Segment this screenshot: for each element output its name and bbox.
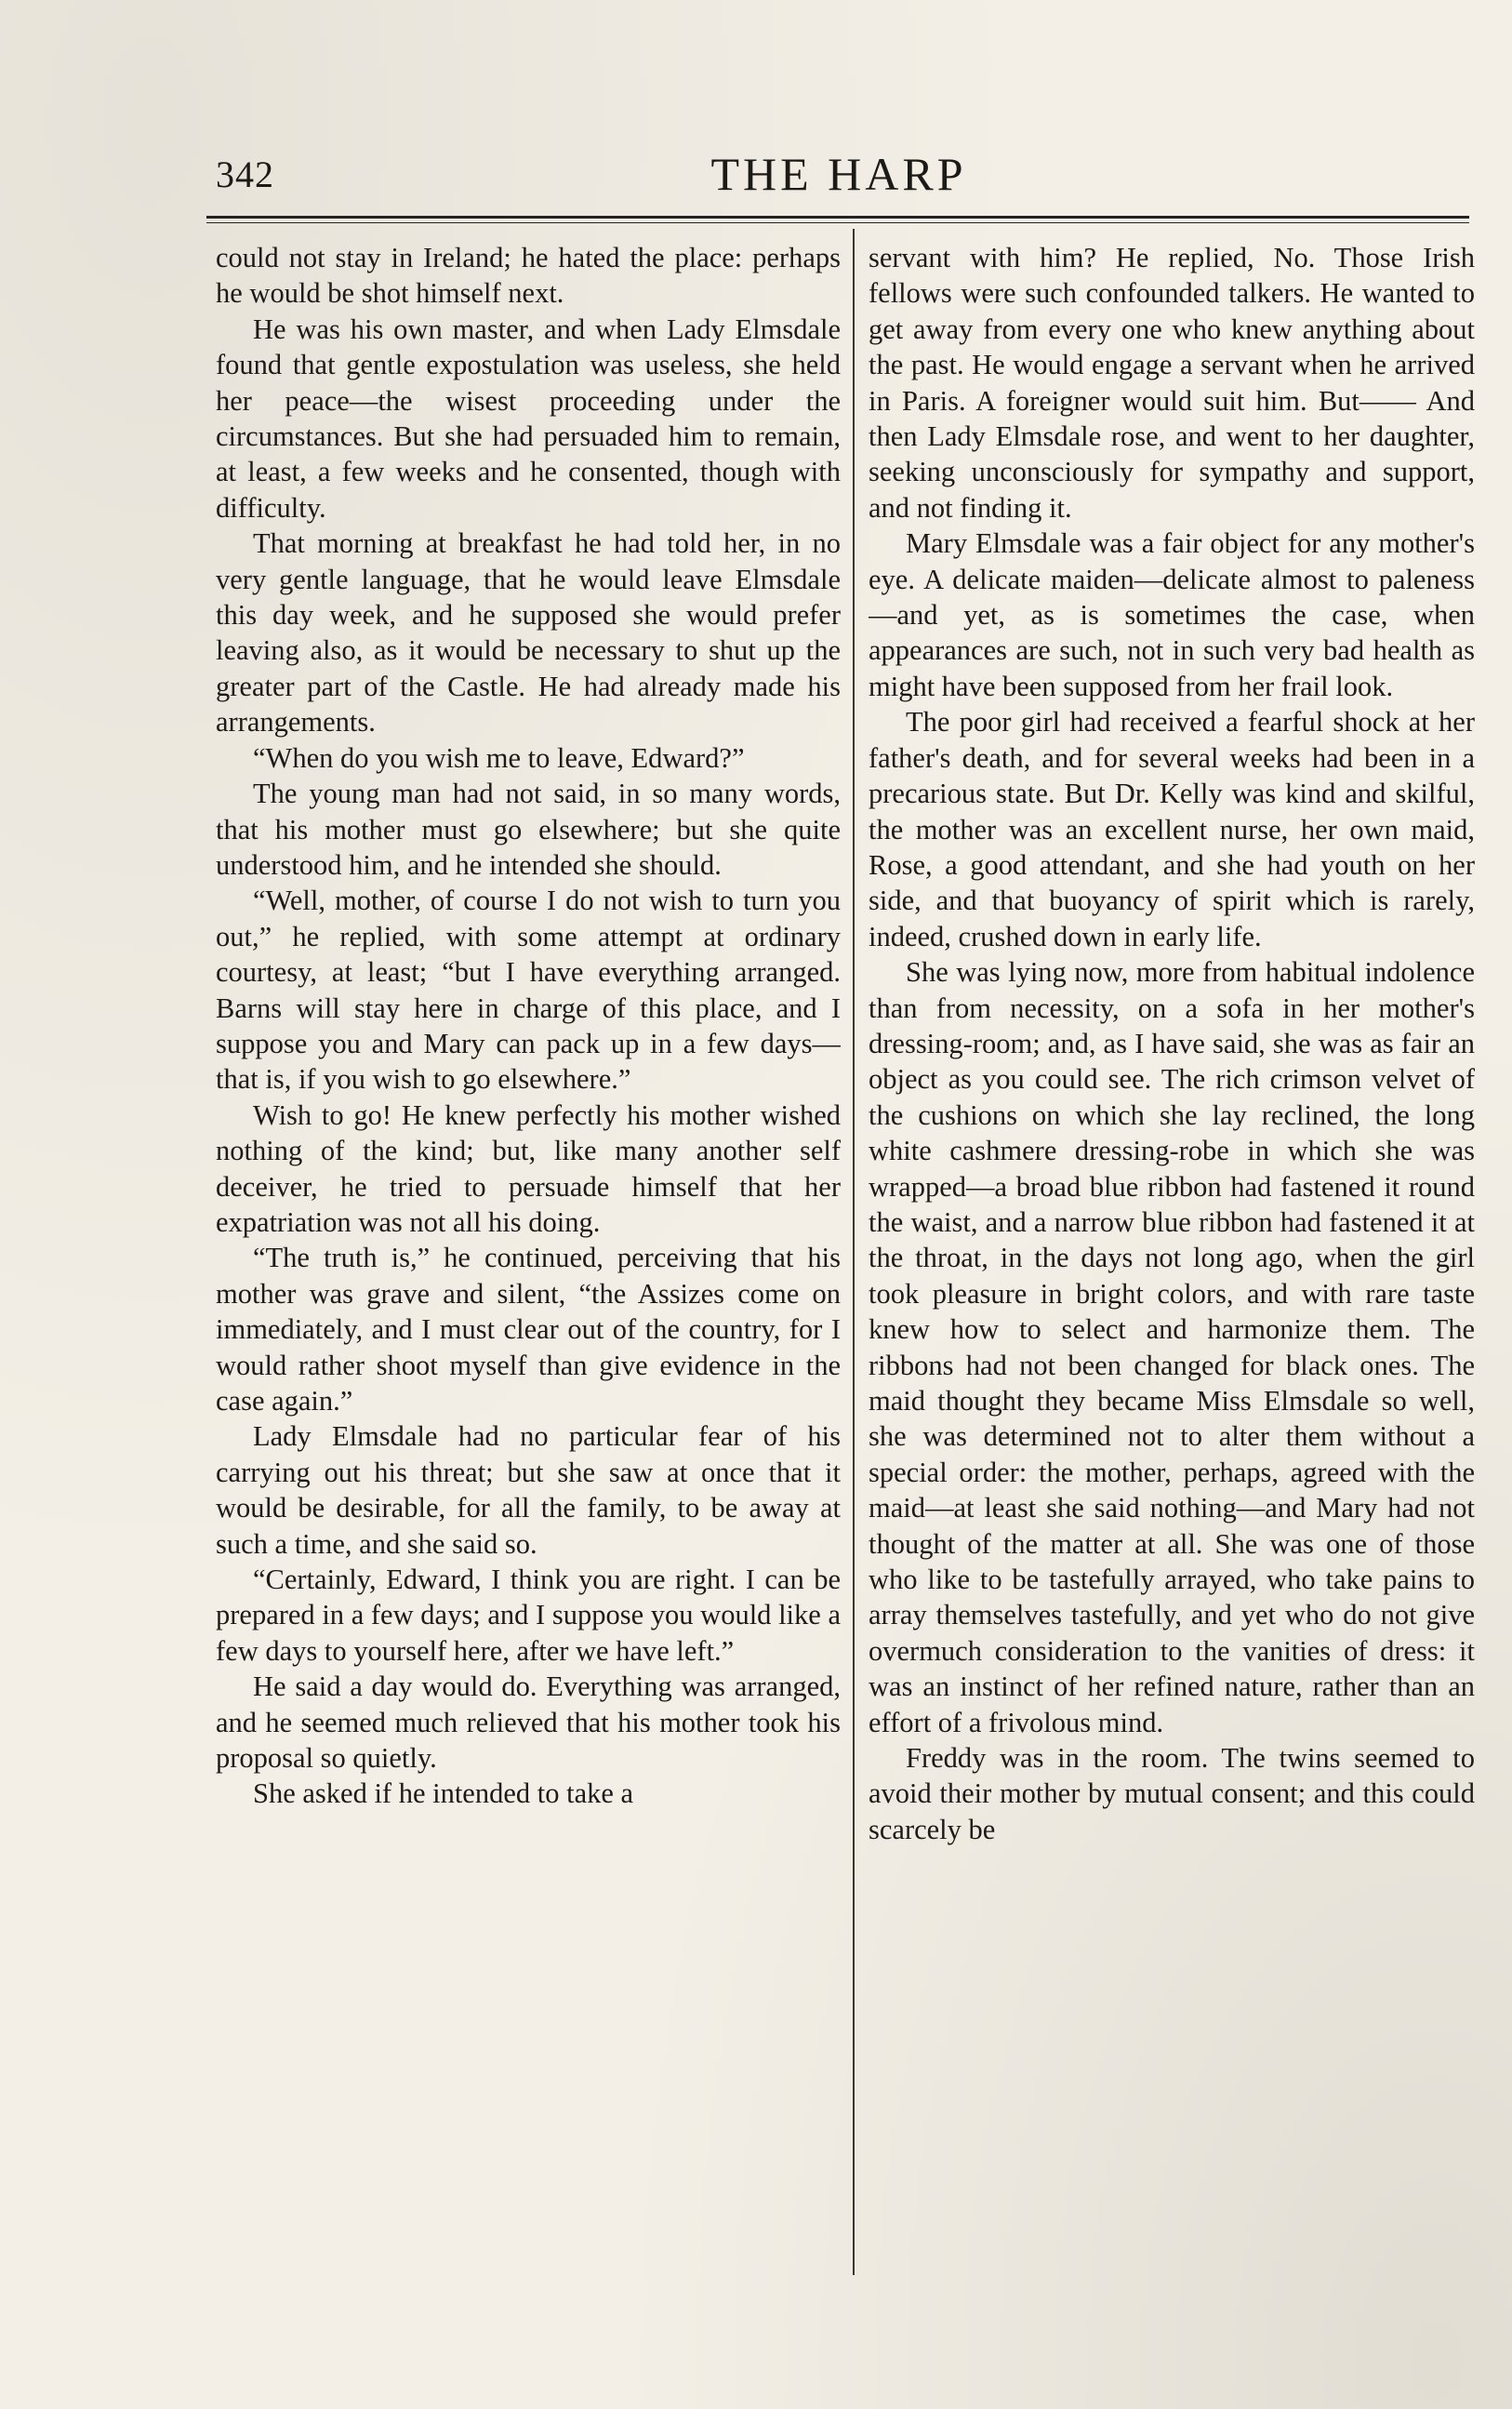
paragraph: He was his own master, and when Lady Elmsdale found that gentle expostulation was useless, she held her peace—the wisest proceeding under the circumstances. But she had persuaded him to remain, at least, a few weeks and he consented, though with difficulty. xyxy=(216,313,841,524)
paragraph: He said a day would do. Everything was arranged, and he seemed much relieved that his mother took his proposal so quietly. xyxy=(216,1670,841,1775)
paragraph: The poor girl had received a fearful shock at her father's death, and for several weeks had been in a precarious state. But Dr. Kelly was kind and skilful, the mother was an excellent nurse, her own maid, Rose, a good attendant, and she had youth on her side, and that buoyancy of spirit which is rarely, indeed, crushed down in early life. xyxy=(869,706,1475,952)
paragraph: She asked if he intended to take a xyxy=(253,1777,634,1810)
header-rule xyxy=(206,216,1469,223)
paragraph: “When do you wish me to leave, Edward?” xyxy=(253,741,745,774)
page-number: 342 xyxy=(216,153,274,195)
paragraph: Wish to go! He knew perfectly his mother wished nothing of the kind; but, like many another self deceiver, he tried to persuade himself that her expatriation was not all his doing. xyxy=(216,1098,841,1238)
page-header xyxy=(216,147,1462,206)
paragraph: Freddy was in the room. The twins seemed to avoid their mother by mutual consent; and this could scarcely be xyxy=(869,1742,1475,1845)
paragraph: That morning at breakfast he had told her, in no very gentle language, that he would leave Elmsdale this day week, and he supposed she would prefer leaving also, as it would be necessary to shut up the greater part of the Castle. He had already made his arrangements. xyxy=(216,527,841,739)
paragraph: “Well, mother, of course I do not wish to turn you out,” he replied, with some attempt at ordinary courtesy, at least; “but I have everything arranged. Barns will stay here in charge of this place, and I suppose you and Mary can pack up in a few days—that is, if you wish to go elsewhere.” xyxy=(216,885,841,1096)
paragraph: “Certainly, Edward, I think you are right. I can be prepared in a few days; and I suppose you would like a few days to yourself here, after we have left.” xyxy=(216,1564,841,1667)
paragraph: “The truth is,” he continued, perceiving that his mother was grave and silent, “the Assizes come on immediately, and I must clear out of the country, for I would rather shoot myself than give evidence in the case again.” xyxy=(216,1242,841,1417)
paragraph: servant with him? He replied, No. Those Irish fellows were such confounded talkers. He wanted to get away from every one who knew anything about the past. He would engage a servant when he arrived in Paris. A foreigner would suit him. But—— And then Lady Elmsdale rose, and went to her daughter, seeking unconsciously for sympathy and support, and not finding it. xyxy=(869,242,1475,524)
paragraph: Lady Elmsdale had no particular fear of his carrying out his threat; but she saw at once that it would be desirable, for all the family, to be away at such a time, and she said so. xyxy=(216,1420,841,1560)
paragraph: could not stay in Ireland; he hated the place: perhaps he would be shot himself next. xyxy=(216,242,841,310)
running-title: THE HARP xyxy=(710,148,967,200)
paragraph: Mary Elmsdale was a fair object for any mother's eye. A delicate maiden—delicate almost to paleness—and yet, as is sometimes the case, when appearances are such, not in such very bad health as might have been supposed from her frail look. xyxy=(869,527,1475,702)
right-column xyxy=(869,240,1475,2268)
paragraph: She was lying now, more from habitual indolence than from necessity, on a sofa in her mother's dressing-room; and, as I have said, she was as fair an object as you could see. The rich crimson velvet of the cushions on which she lay reclined, the long white cashmere dressing-robe in which she was wrapped—a broad blue ribbon had fastened it round the waist, and a narrow blue ribbon had fastened it at the throat, in the days not long ago, when the girl took pleasure in bright colors, and with rare taste knew how to select and harmonize them. The ribbons had not been changed for black ones. The maid thought they became Miss Elmsdale so well, she was determined not to alter them without a special order: the mother, perhaps, agreed with the maid—at least she said nothing—and Mary had not thought of the matter at all. She was one of those who like to be tastefully arrayed, who take pains to array themselves tastefully, and yet who do not give overmuch consideration to the vanities of dress: it was an instinct of her refined nature, rather than an effort of a frivolous mind. xyxy=(869,956,1475,1738)
column-divider xyxy=(853,229,855,2275)
paragraph: The young man had not said, in so many words, that his mother must go elsewhere; but she quite understood him, and he intended she should. xyxy=(216,778,841,881)
left-column xyxy=(216,240,841,2268)
